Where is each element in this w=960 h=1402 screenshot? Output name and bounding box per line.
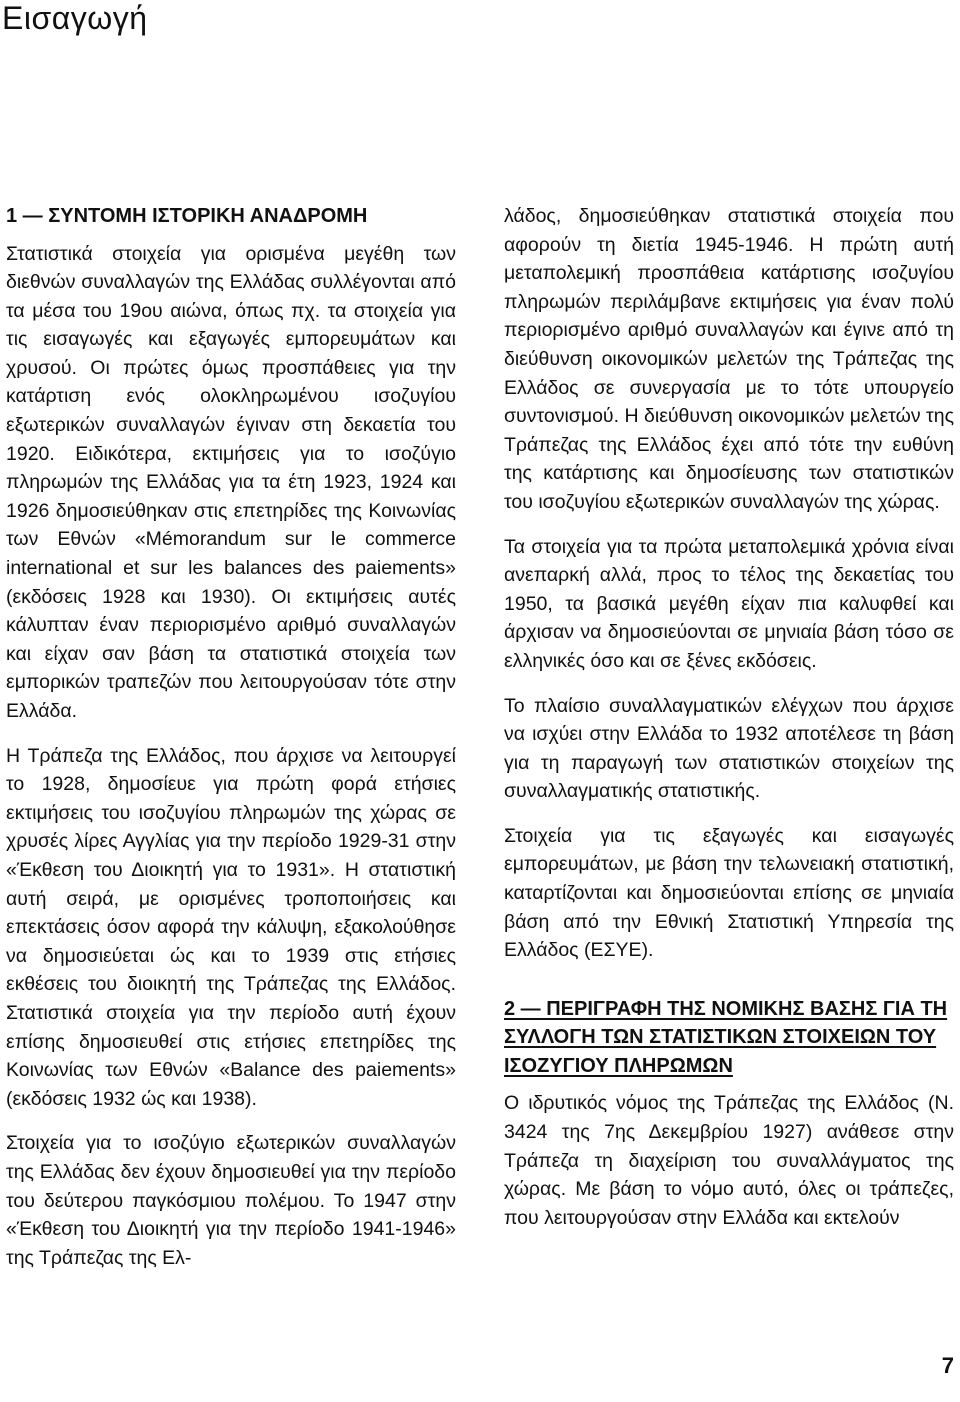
right-paragraph-4: Στοιχεία για τις εξαγωγές και εισαγωγές εμπορευμάτων, με βάση την τελωνειακή στατιστική, καταρτίζονται και δημοσιεύονται επίσης σε μηνιαία βάση από την Εθνική Στατιστική Υπηρεσία της Ελλάδος (ΕΣΥΕ). <box>504 824 954 962</box>
left-paragraph-2: Η Τράπεζα της Ελλάδος, που άρχισε να λειτουργεί το 1928, δημοσίευε για πρώτη φορά ετήσιες εκτιμήσεις του ισοζυγίου πληρωμών της χώρας σε χρυσές λίρες Αγγλίας για την περίοδο 1929-31 στην «Έκθεση του Διοικητή για το 1931». Η στατιστική αυτή σειρά, με ορισμένες τροποποιήσεις και επεκτάσεις όσον αφορά την κάλυψη, εξακολούθησε να δημοσιεύεται ώς και το 1939 στις ετήσιες εκθέσεις του διοικητή της Τράπεζας της Ελλάδος. Στατιστικά στοιχεία για την περίοδο αυτή έχουν επίσης δημοσιευθεί στις ετήσιες επετηρίδες της Κοινωνίας των Εθνών «Balance des paiements» (εκδόσεις 1932 ώς και 1938). <box>6 744 456 1110</box>
page-title: Εισαγωγή <box>2 0 148 36</box>
right-paragraph-1: λάδος, δημοσιεύθηκαν στατιστικά στοιχεία που αφορούν τη διετία 1945-1946. Η πρώτη αυτή μεταπολεμική προσπάθεια κατάρτισης ισοζυγίου πληρωμών περιλάμβανε εκτιμήσεις για έναν πολύ περιορισμένο αριθμό συναλλαγών και έγινε από τη διεύθυνση οικονομικών μελετών της Τράπεζας της Ελλάδος σε συνεργασία με το τότε υπουργείο συντονισμού. Η διεύθυνση οικονομικών μελετών της Τράπεζας της Ελλάδος έχει από τότε την ευθύνη της κατάρτισης και δημοσίευσης των στατιστικών του ισοζυγίου εξωτερικών συναλλαγών της χώρας. <box>504 205 954 513</box>
page-number: 7 <box>941 1353 954 1378</box>
section-2-paragraph-1: Ο ιδρυτικός νόμος της Τράπεζας της Ελλάδος (Ν. 3424 της 7ης Δεκεμβρίου 1927) ανάθεσε στην Τράπεζα τη διαχείριση του συναλλάγματος της χώρας. Με βάση το νόμο αυτό, όλες οι τράπεζες, που λειτουργούσαν στην Ελλάδα και εκτελούν <box>504 1092 954 1229</box>
right-column <box>504 202 954 1248</box>
right-paragraph-3: Το πλαίσιο συναλλαγματικών ελέγχων που άρχισε να ισχύει στην Ελλάδα το 1932 αποτέλεσε τη βάση για τη παραγωγή των στατιστικών στοιχείων της συναλλαγματικής στατιστικής. <box>504 694 954 803</box>
left-paragraph-3: Στοιχεία για το ισοζύγιο εξωτερικών συναλλαγών της Ελλάδας δεν έχουν δημοσιευθεί για την περίοδο του δεύτερου παγκόσμιου πολέμου. Το 1947 στην «Έκθεση του Διοικητή για την περίοδο 1941-1946» της Τράπεζας της Ελ- <box>6 1132 456 1269</box>
right-paragraph-2: Τα στοιχεία για τα πρώτα μεταπολεμικά χρόνια είναι ανεπαρκή αλλά, προς το τέλος της δεκαετίας του 1950, τα βασικά μεγέθη είχαν πια καλυφθεί και άρχισαν να δημοσιεύονται σε μηνιαία βάση τόσο σε ελληνικές όσο και σε ξένες εκδόσεις. <box>504 535 954 672</box>
left-column <box>6 202 456 1288</box>
section-2-heading: 2 — ΠΕΡΙΓΡΑΦΗ ΤΗΣ ΝΟΜΙΚΗΣ ΒΑΣΗΣ ΓΙΑ ΤΗ ΣΥΛΛΟΓΗ ΤΩΝ ΣΤΑΤΙΣΤΙΚΩΝ ΣΤΟΙΧΕΙΩΝ ΤΟΥ ΙΣΟΖΥΓΙΟΥ ΠΛΗΡΩΜΩΝ <box>504 997 948 1077</box>
section-1-heading: 1 — ΣΥΝΤΟΜΗ ΙΣΤΟΡΙΚΗ ΑΝΑΔΡΟΜΗ <box>6 205 368 227</box>
left-paragraph-1: Στατιστικά στοιχεία για ορισμένα μεγέθη των διεθνών συναλλαγών της Ελλάδας συλλέγονται από τα μέσα του 19ου αιώνα, όπως πχ. τα στοιχεία για τις εισαγωγές και εξαγωγές εμπορευμάτων και χρυσού. Οι πρώτες όμως προσπάθειες για την κατάρτιση ενός ολοκληρωμένου ισοζυγίου εξωτερικών συναλλαγών έγιναν στη δεκαετία του 1920. Ειδικότερα, εκτιμήσεις για το ισοζύγιο πληρωμών της Ελλάδας για τα έτη 1923, 1924 και 1926 δημοσιεύθηκαν στις επετηρίδες της Κοινωνίας των Εθνών «Mémorandum sur le commerce international et sur les balances des paiements» (εκδόσεις 1928 και 1930). Οι εκτιμήσεις αυτές κάλυπταν έναν περιορισμένο αριθμό συναλλαγών και είχαν σαν βάση τα στατιστικά στοιχεία των εμπορικών τραπεζών που λειτουργούσαν τότε στην Ελλάδα. <box>6 242 456 722</box>
